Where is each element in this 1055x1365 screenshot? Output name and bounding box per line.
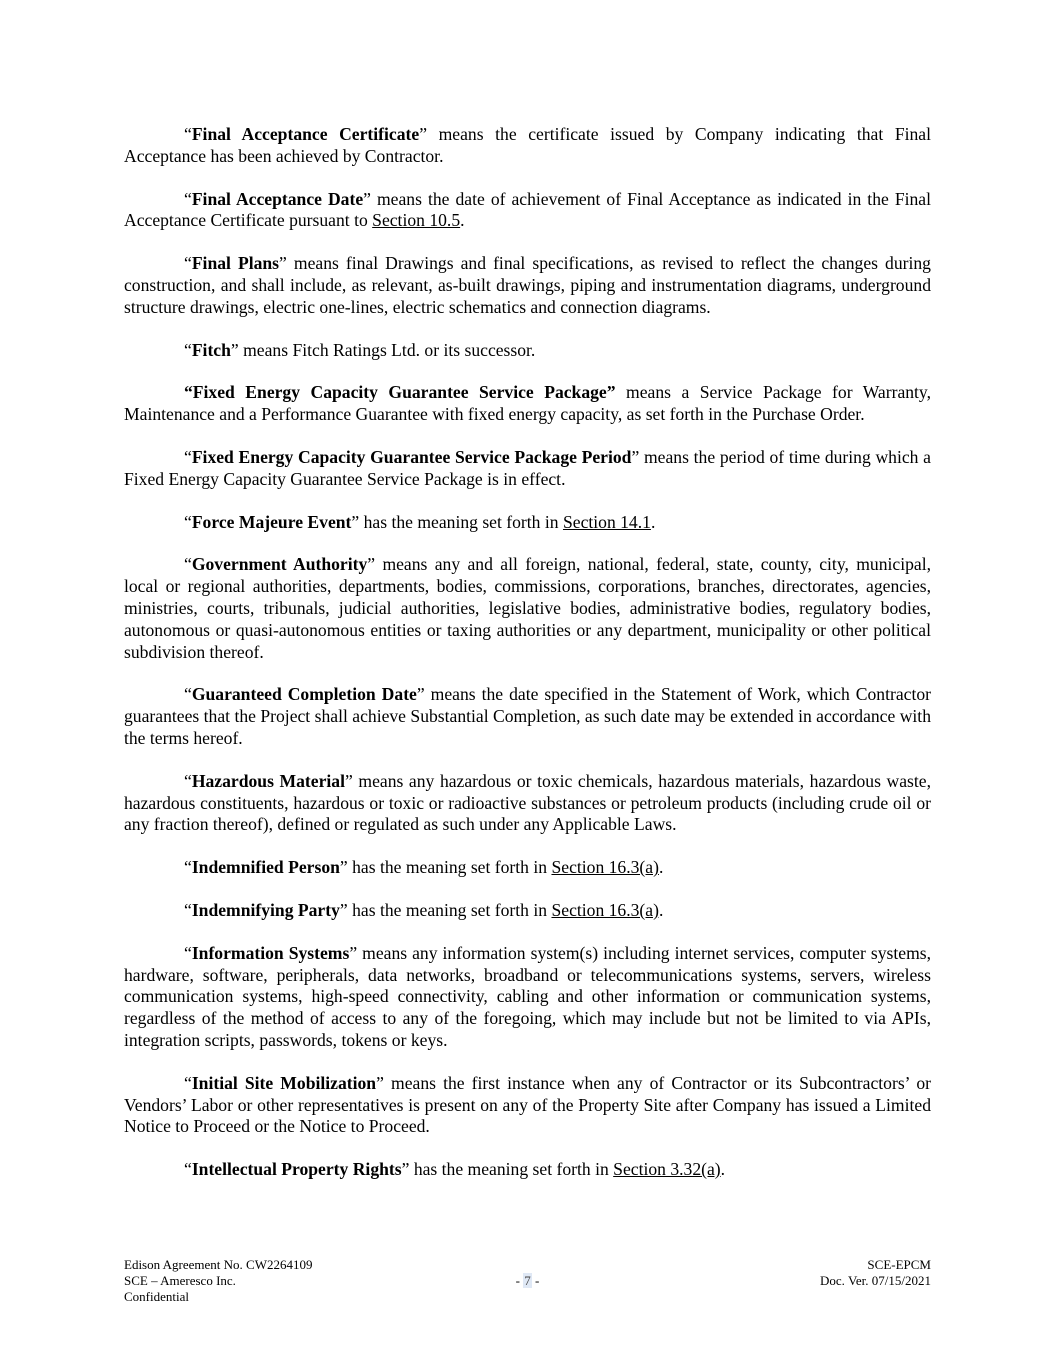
definition-force-majeure-event xyxy=(124,512,931,534)
definition-intellectual-property-rights xyxy=(124,1159,931,1181)
definition-text: ” means the date of achievement of Final Acceptance as indicated in the Final Acceptance Certificate pursuant to xyxy=(124,188,931,231)
defined-term: Force Majeure Event xyxy=(191,511,352,532)
definition-government-authority xyxy=(124,554,931,663)
page-number-prefix: - xyxy=(515,1273,524,1288)
open-quote: “ xyxy=(184,684,192,705)
confidential-label: Confidential xyxy=(124,1289,189,1304)
open-quote: “ xyxy=(184,124,192,144)
definition-indemnified-person xyxy=(124,857,931,879)
definition-fixed-energy-capacity-guarantee-service-package xyxy=(124,382,931,426)
defined-term: Government Authority xyxy=(191,554,368,575)
defined-term: Hazardous Material xyxy=(191,770,345,791)
document-version: Doc. Ver. 07/15/2021 xyxy=(820,1273,931,1288)
definition-guaranteed-completion-date xyxy=(124,684,931,749)
definition-final-acceptance-date xyxy=(124,189,931,233)
defined-term: Final Acceptance Certificate xyxy=(191,124,420,144)
open-quote: “ xyxy=(184,942,192,963)
definition-hazardous-material xyxy=(124,771,931,836)
definition-text: ” means the first instance when any of Contractor or its Subcontractors’ or Vendors’ Labor or other representatives is present on any of the Property Site after Company has issued a Limited Notice to Proceed or the Notice to Proceed. xyxy=(124,1072,931,1137)
open-quote: “ xyxy=(184,253,192,274)
defined-term: Fitch xyxy=(191,339,231,360)
definition-text: ” means any hazardous or toxic chemicals, hazardous materials, hazardous waste, hazardous constituents, hazardous or toxic or radioactive substances or petroleum products (including crude oil or any fraction thereof), defined or regulated as such under any Applicable Laws. xyxy=(124,770,932,835)
open-quote: “ xyxy=(184,857,192,878)
definition-text: ” has the meaning set forth in xyxy=(339,857,552,878)
page-number xyxy=(124,1273,931,1289)
open-quote: “ xyxy=(184,899,192,920)
definition-text: ” means Fitch Ratings Ltd. or its successor. xyxy=(230,339,536,360)
definition-text: ” means any information system(s) including internet services, computer systems, hardware, software, peripherals, data networks, broadband or telecommunications systems, servers, wireless communication systems, high-speed connectivity, cabling and other information or communication systems, regardless of the method of access to any of the foregoing, which may include but not be limited to via APIs, integration scripts, passwords, tokens or keys. xyxy=(124,942,931,1050)
definition-text: ” means the period of time during which a Fixed Energy Capacity Guarantee Service Package is in effect. xyxy=(124,446,931,489)
definition-text: ” means final Drawings and final specifications, as revised to reflect the changes during construction, and shall include, as relevant, as-built drawings, piping and instrumentation diagrams, underground structure drawings, electric one-lines, electric schematics and connection diagrams. xyxy=(124,253,931,317)
parties: SCE – Ameresco Inc. xyxy=(124,1273,236,1288)
section-reference: Section 14.1 xyxy=(562,511,651,532)
defined-term: Indemnified Person xyxy=(191,857,340,878)
page-number-suffix: - xyxy=(531,1273,540,1288)
section-reference: Section 3.32(a) xyxy=(613,1159,721,1180)
defined-term: “Fixed Energy Capacity Guarantee Service Package” xyxy=(184,382,616,403)
defined-term: Final Acceptance Date xyxy=(191,188,364,209)
definition-text: means a Service Package for Warranty, Maintenance and a Performance Guarantee with fixed energy capacity, as set forth in the Purchase Order. xyxy=(124,382,931,425)
definition-initial-site-mobilization xyxy=(124,1073,931,1138)
open-quote: “ xyxy=(184,1072,192,1093)
defined-term: Final Plans xyxy=(191,253,280,274)
definition-tail: . xyxy=(720,1159,726,1180)
open-quote: “ xyxy=(184,446,192,467)
definition-text: ” has the meaning set forth in xyxy=(339,899,552,920)
definition-text: ” has the meaning set forth in xyxy=(401,1159,614,1180)
definition-final-acceptance-certificate xyxy=(124,124,931,168)
definition-information-systems xyxy=(124,943,931,1052)
defined-term: Intellectual Property Rights xyxy=(191,1159,402,1180)
open-quote: “ xyxy=(184,188,192,209)
section-reference: Section 10.5 xyxy=(372,210,461,231)
definition-fitch xyxy=(124,340,931,362)
section-reference: Section 16.3(a) xyxy=(551,857,659,878)
definition-fixed-energy-capacity-guarantee-service-package-period xyxy=(124,447,931,491)
open-quote: “ xyxy=(184,339,192,360)
definition-tail: . xyxy=(460,210,465,231)
agreement-number: Edison Agreement No. CW2264109 xyxy=(124,1257,313,1272)
definition-tail: . xyxy=(658,857,664,878)
definition-text: ” means the date specified in the Statement of Work, which Contractor guarantees that the Project shall achieve Substantial Completion, as such date may be extended in accordance with the terms hereof. xyxy=(124,684,931,748)
open-quote: “ xyxy=(184,1159,192,1180)
definition-indemnifying-party xyxy=(124,900,931,922)
open-quote: “ xyxy=(184,554,192,575)
page-number-value: 7 xyxy=(524,1273,531,1288)
document-code: SCE-EPCM xyxy=(867,1257,931,1272)
footer-right xyxy=(820,1257,931,1289)
defined-term: Information Systems xyxy=(191,942,350,963)
definition-tail: . xyxy=(650,511,656,532)
definition-text: ” has the meaning set forth in xyxy=(351,511,563,532)
defined-term: Indemnifying Party xyxy=(191,899,340,920)
defined-term: Fixed Energy Capacity Guarantee Service Package Period xyxy=(191,446,632,467)
open-quote: “ xyxy=(184,511,192,532)
definitions-section xyxy=(124,124,931,1202)
section-reference: Section 16.3(a) xyxy=(551,899,659,920)
defined-term: Initial Site Mobilization xyxy=(191,1072,377,1093)
definition-final-plans xyxy=(124,253,931,318)
definition-text: ” means any and all foreign, national, federal, state, county, city, municipal, local or regional authorities, departments, bodies, commissions, corporations, branches, directorates, agencies, ministries, courts, tribunals, judicial authorities, legislative bodies, administrative bodies, regulatory bodies, autonomous or quasi-autonomous entities or taxing authorities or any department, municipality or other political subdivision thereof. xyxy=(124,554,931,662)
defined-term: Guaranteed Completion Date xyxy=(191,684,417,705)
definition-tail: . xyxy=(658,899,664,920)
definition-text: ” means the certificate issued by Company indicating that Final Acceptance has been achieved by Contractor. xyxy=(124,124,931,166)
open-quote: “ xyxy=(184,770,192,791)
